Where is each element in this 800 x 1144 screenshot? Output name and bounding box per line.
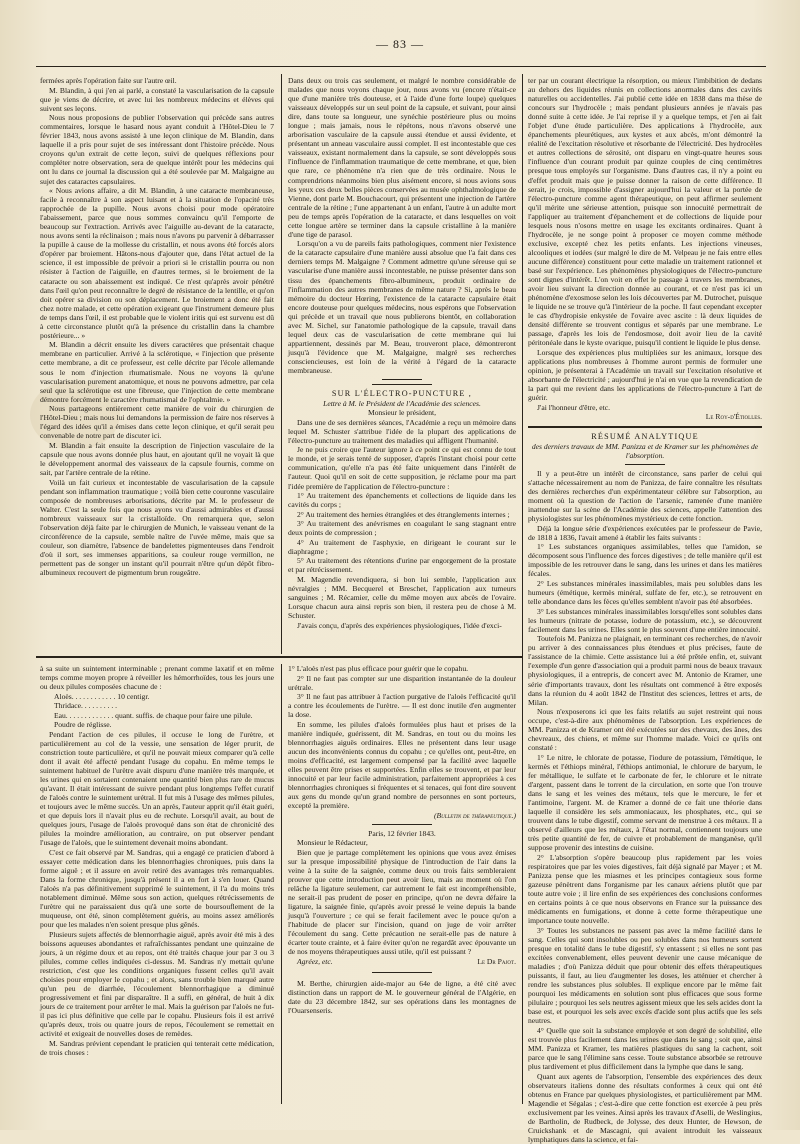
column-1-top — [40, 76, 274, 650]
separator — [382, 379, 422, 380]
list-item: 1° Au traitement des épanchements et collections de liquide dans les cavités du corps ; — [288, 491, 516, 510]
paragraph: Bien que je partage complètement les opinions que vous avez émises sur la presque impossibilité physique de l'introduction de l'air dans la veine à la suite de la saignée, comme deux ou trois faits sembleraient prouver que cette introduction peut avoir lieu, mais au moment où l'on relâche la ligature seulement, car autrement le fait est incompréhensible, ne serait-il pas prudent de poser en principe, qu'on ne devra défaire la ligature, la saignée finie, qu'après avoir pressé le veine depuis la bande jusqu'à l'ouverture ; ce qui se ferait facilement avec le pouce qu'on a l'habitude de placer sur l'incision, quand on juge de voir arrêter l'écoulement du sang. Cette précaution ne serait-elle pas de nature à écarter toute crainte, et à faire éviter qu'on ne regardât avec épouvante un de nos moyens thérapeutiques aussi utile, qu'il est puissant ? — [288, 847, 516, 957]
paragraph: J'ai l'honneur d'être, etc. — [537, 402, 611, 412]
paragraph: Voilà un fait curieux et incontestable de vascularisation de la capsule pendant son inflammation traumatique ; voilà bien cette couronne vasculaire composée de nombreuses arborisations, décrite par M. le professeur de Walter. C'est la seule fois que nous ayons vu d'aussi admirables et d'aussi nombreux vaisseaux sur la cristalloïde. On remarquera que, selon l'observation déjà faite par le chirurgien de Munich, le vaisseau venant de la circonférence de la capsule, semble naître de l'uvée même, mais que sa couleur, son diamètre, l'absence de bandelettes pigmenteuses dans l'endroit d'où il sort, ses immenses apparitions, sa couleur rouge vermillon, ne permettent pas de songer un instant qu'il pourrait n'être qu'un dépôt fibro-albumineux recouvert de pigmentum brun rougeâtre. — [40, 477, 274, 578]
dateline: Paris, 12 février 1843. — [368, 828, 436, 838]
paragraph: J'avais conçu, d'après des expériences physiologiques, l'idée d'exci- — [297, 620, 502, 630]
source-citation: (Bulletin de thérapeutique.) — [433, 810, 516, 820]
salutation: Monsieur le président, — [367, 408, 437, 418]
list-item: 3° Au traitement des anévrismes en coagulant le sang stagnant entre deux points de compression ; — [288, 519, 516, 538]
column-1-bottom — [40, 664, 274, 1104]
paragraph: M. Blandin a décrit ensuite les divers caractères que présentait chaque membrane en particulier. Arrivé à la sclérotique, « l'injection que présente cette membrane, a dit ce professeur, est celle décrite par l'école allemande sous le nom d'injection rhumatismale. Nous ne voyons là qu'une vascularisation purement anatomique, et nous ne pouvons admettre, par cela seul que la sclérotique est une fibreuse, que l'injection de cette membrane démontre forcément le caractère rhumatismal de l'ophtalmie. » — [40, 340, 274, 404]
header-rule — [36, 66, 766, 67]
paragraph: 2° L'absorption s'opère beaucoup plus rapidement par les voies respiratoires que par les voies digestives, fait déjà signalé par Mayer ; et M. Panizza pense que les miasmes et les principes contagieux sous forme gazeuse pénètrent dans l'organisme par les canaux aériens plutôt que par toute autre voie ; il lire enfin de ses expériences des conclusions conformes en certains points à ce que nous observons en France sur la puissance des médicaments en fumigations, et donne à cette forme thérapeutique une importance toute nouvelle. — [528, 852, 762, 926]
paragraph: Nous partageons entièrement cette manière de voir du chirurgien de l'Hôtel-Dieu ; mais nous lui demandons la permission de faire nos réserves à l'égard des idées qu'il a émises dans cette leçon clinique, et qu'il serait peu convenable de notre part de discuter ici. — [40, 404, 274, 441]
paragraph: M. Blandin a fait ensuite la description de l'injection vasculaire de la capsule que nous avons donnée plus haut, en ajoutant qu'il ne voyait là que le développement anormal des vaisseaux de la capsule fournis, comme on sait, par l'artère centrale de la rétine. — [40, 440, 274, 478]
paragraph: Je ne puis croire que l'auteur ignore à ce point ce qui est connu de tout le monde, et je serais tenté de supposer, d'après l'instant choisi pour cette communication, qu'elle n'a pas été faite uniquement dans l'intérêt de l'auteur. Quoi qu'il en soit de cette supposition, je réclame pour ma part l'idée première de l'application de l'électro-puncture : — [288, 445, 516, 491]
paragraph: à sa suite un suintement interminable ; prenant comme laxatif et en même temps comme moyen propre à réveiller les hémorrhoïdes, tous les jours une ou deux pilules composées chacune de : — [40, 664, 274, 692]
recipe-line: Poudre de réglisse. — [54, 720, 112, 730]
section-subtitle: des derniers travaux de MM. Panizza et de Kramer sur les phénomènes de l'absorption. — [531, 441, 759, 460]
section-rule — [36, 656, 522, 658]
article-title: SUR L'ÉLECTRO-PUNCTURE , — [331, 389, 473, 399]
paragraph: « Nous avions affaire, a dit M. Blandin, à une cataracte membraneuse, facile à reconnaître à son aspect luisant et à la situation de l'opacité très rapprochée de la pupille. Nous avons choisi pour mode opératoire l'abaissement, parce que nous sommes convaincu qu'il l'emporte de beaucoup sur l'extraction. Arrivés avec l'aiguille au-devant de la cataracte, nous avons senti la réclinaison ; mais nous n'avons pu parvenir à débarrasser la pupille à cause de la mollesse du cristallin, et nous avons été forcés alors d'opérer par broiement. Hâtons-nous d'ajouter que, dans l'état actuel de la science, il est impossible de prévoir a priori si le cristallin pourra ou non résister à l'action de l'aiguille, en d'autres termes, si le broiement de la cataracte ou son abaissement est indiqué. Ce n'est qu'après avoir pénétré dans l'œil qu'on peut reconnaître le degré de résistance de la lentille, et qu'on doit opérer sa division ou son déplacement. Le broiement a donc été fait chez notre malade, et cette opération exigeant que l'instrument demeure plus de temps dans l'œil, il est probable que le violent iritis qui est survenu est dû à cette circonstance plutôt qu'à la présence du cristallin dans la chambre postérieure... » — [40, 186, 274, 340]
separator — [625, 464, 665, 465]
paragraph: En somme, les pilules d'aloès formulées plus haut et prises de la manière indiquée, guérissent, dit M. Sandras, en tout ou du moins les blennorrhagies aiguës ordinaires. Elles ne présentent dans leur usage aucun des inconvénients connus du copahu ; ce qu'elles ont, peut-être, en moins d'efficacité, est largement compensé par la facilité avec laquelle elles peuvent être prises et supportées. Enfin elles se trouvent, et par leur innocuité et par leur facile administration, parfaitement appropriées à ces blennorrhagies chroniques si fréquentes et si tenaces, qui font dire souvent aux gens du monde qu'un grand nombre de personnes en sont porteurs, excepté la première. — [288, 719, 516, 811]
column-2-top — [288, 76, 516, 650]
paragraph: Quant aux agents de l'absorption, l'ensemble des expériences des deux observateurs italiens donne des résultats conformes à ceux qui ont été obtenus en France par quelques physiologistes, et particulièrement par MM. Magendie et Ségalas ; c'est-à-dire que cette fonction est exercée à peu près exclusivement par les veines. Ainsi après les travaux d'Aselli, de Weslingius, de Bartholin, de Rudbeck, de Jolysse, des deux Hunter, de Hewson, de Cruickshank et de Mascagni, qui avaient introduit les vaisseaux lymphatiques dans la science, et fai- — [528, 1071, 762, 1144]
article-subtitle: Lettre à M. le Président de l'Académie des sciences. — [323, 398, 481, 408]
separator — [372, 384, 432, 385]
list-item: 3° Il ne faut pas attribuer à l'action purgative de l'aloès l'efficacité qu'il a contre les écoulements de l'urètre. — Il est donc inutile d'en augmenter la dose. — [288, 692, 516, 720]
separator — [528, 426, 762, 428]
page-number: — 83 — — [376, 37, 424, 51]
column-3 — [528, 76, 762, 1144]
paragraph: Lorsqu'on a vu de pareils faits pathologiques, comment nier l'existence de la cataracte capsulaire d'une manière aussi absolue que l'a fait dans ces derniers temps M. Malgaigne ? Comment admettre qu'une séreuse qui se vascularise d'une manière aussi incontestable, ne puisse présenter dans son tissu des épanchements fibro-albumineux, produit ordinaire de l'inflammation des autres membranes de même nature ? Si, après le beau mémoire du docteur Hœring, l'existence de la cataracte capsulaire était encore douteuse pour quelques médecins, nous espérons que l'observation qui précède et un travail que nous publierons bientôt, en collaboration avec M. Sichel, sur l'anatomie pathologique de la capsule, travail dans lequel deux cas de vascularisation de cette membrane qui lui appartiennent, dessinés par M. Beau, trouveront place, démontreront jusqu'à l'évidence que M. Malgaigne, malgré ses recherches consciencieuses, est loin de la vérité à l'égard de la cataracte membraneuse. — [288, 239, 516, 375]
paragraph: Toutefois M. Panizza ne plaignait, en terminant ces recherches, de n'avoir pu arriver à des connaissances plus étendues et plus précises, faute de l'assistance de la chimie. Cette assistance lui a été prêtée enfin, et, suivant l'exemple d'un genre d'association qui a produit parmi nous de beaux travaux physiologiques, il a entrepris, de concert avec M. Antonio de Kramer, une série d'importants travaux, dont les résultats ont commencé à être exposés dans la réunion du 4 août 1842 de l'Institut des sciences, lettres et arts, de Milan. — [528, 634, 762, 707]
paragraph: 3° Les substances minérales inassimilables lorsqu'elles sont solubles dans les humeurs (nitrate de potasse, iodure de potassium, etc.), se découvrent facilement dans les urines. Elles sont le plus souvent d'une entière innocuité. — [528, 606, 762, 634]
paragraph: 2° Les substances minérales inassimilables, mais peu solubles dans les humeurs (émétique, kermès minéral, sulfate de fer, etc.), se retrouvent en telle abondance dans les fèces qu'elles semblent n'avoir pas été absorbées. — [528, 578, 762, 607]
list-item: 4° Au traitement de l'asphyxie, en dirigeant le courant sur le diaphragme ; — [288, 537, 516, 556]
paragraph: Pendant l'action de ces pilules, il occuse le long de l'urètre, et particulièrement au col de la vessie, une sensation de léger prurit, de constriction toute particulière, et qu'il ne pouvait mieux comparer qu'à celle dont il avait été affecté pendant l'usage du copahu. En même temps le suintement habituel de l'urètre avait dispuru d'une manière très marquée, et les urines qui en sortaient contenaient une quantité bien plus rare de mucus qu'avant. Il était intéressant de suivre pendant plus longtemps l'effet curatif de l'aloès contre le suintement urétral. Il fut mis à l'usage des mêmes pilules, et toujours avec le même succès. Un an après, l'auteur apprit qu'il était guéri, et que depuis lors il n'avait plus eu de rechute. Lorsqu'il avait, au bout de quelques jours, l'usage de l'aloès provoqué dans son état de chronicité des pilules la moindre amélioration, au contraire, on put observer pendant l'usage de l'aloès, que le suintement devenait moins abondant. — [40, 729, 274, 848]
paragraph: C'est ce fait observé par M. Sandras, qui a engagé ce praticien d'abord à essayer cette médication dans les blennorrhagies chroniques, puis dans la forme aiguë ; et il assure en avoir retiré des avantages très remarquables. Dans la forme chronique, jusqu'à présent il a en fort à s'en louer. Quand l'aloès n'a pas définitivement supprimé le suintement, il l'a du moins très notablement diminué. Même sous son action, quelques rétrécissements de l'urètre qui ne paraissaient dus qu'à une sorte de boursouflement de la muqueuse, ont été, sinon complètement guéris, au moins assez améliorés pour que les malades n'en soient presque plus gênés. — [40, 847, 274, 930]
salutation: Monsieur le Rédacteur, — [297, 838, 368, 848]
column-divider — [281, 664, 282, 1104]
column-2-bottom — [288, 664, 516, 1104]
list-item: 2° Il ne faut pas compter sur une disparition instantanée de la douleur urétrale. — [288, 673, 516, 692]
column-divider — [522, 654, 523, 1104]
paragraph: 1° Les substances organiques assimilables, telles que l'amidon, se décomposent sous l'influence des forces digestives ; de telle manière qu'il est impossible de les retrouver dans le sang, dans les urines et dans les matières fécales. — [528, 542, 762, 579]
column-divider — [522, 74, 523, 654]
recipe-line: Eau. . . . . . . . . . . . . quant. suffis. de chaque pour faire une pilule. — [54, 710, 253, 720]
paragraph: Lorsque des expériences plus multipliées sur les animaux, lorsque des applications plus nombreuses à l'homme auront permis de formuler une opinion, je présenterai à l'Académie un travail sur l'excitation résolutive et absorbante de l'électricité ; aujourd'hui je n'ai en vue que la revendication de la part qui me revient dans les applications de l'électro-puncture à l'art de guérir. — [528, 347, 762, 403]
recipe-line: Thridace. . . . . . . . . . — [54, 701, 118, 711]
paragraph: fermées après l'opération faite sur l'autre œil. — [40, 76, 177, 85]
list-item: 2° Au traitement des hernies étranglées et des étranglements internes ; — [297, 509, 510, 519]
list-item: 5° Au traitement des rétentions d'urine par engorgement de la prostate et par rétrécissement. — [288, 556, 516, 575]
paragraph: Il y a peut-être un intérêt de circonstance, sans parler de celui qui s'attache nécessairement au nom de Panizza, de faire connaître les résultats des dernières recherches d'un expérimentateur célèbre sur l'absorption, au moment où la question de l'action de l'arsenic, ramenée d'une manière inattendue sur la scène de l'Académie des sciences, appelle l'attention des physiologistes sur les phénomènes mystérieux de cette fonction. — [528, 468, 762, 524]
list-item: 1° L'aloès n'est pas plus efficace pour guérir que le copahu. — [288, 664, 469, 673]
paragraph: 1° Le nitre, le chlorate de potasse, l'iodure de potassium, l'émétique, le kermès et l'éthiops minéral, l'éthiops antimonial, le chlorure de baryum, le fer métallique, le sulfate et le carbonate de fer, le chlorure et le nitrate d'argent, passent dans le torrent de la circulation, en sorte que l'on trouve dans le sang et les veines des métaux, tels que le mercure, le fer et l'antimoine, l'argent. M. de Kramer a donné de ce fait une théorie dans laquelle il considère les sels ammoniacaux, les phosphates, etc., qui se trouvent dans le tube digestif, comme servant de menstrue à ces métaux. Il a observé d'ailleurs que les métaux, à l'état normal, contiennent toujours une très petite quantité de fer, de cuivre et probablement de manganèse, qu'il suppose provenir des intestins de cuisine. — [528, 752, 762, 853]
paragraph: Plusieurs sujets affectés de blennorrhagie aiguë, après avoir été mis à des boissons aqueuses abondantes et rafraîchissantes pendant une quinzaine de jours, à un régime doux et au repos, ont été traités chaque jour par 3 ou 3 pilules, comme celles indiquées ci-dessus. M. Sandras n'y mettait qu'une restriction, c'est que les conditions organiques fussent celles qu'il avait choisies pour employer le copahu ; et alors, sans trouble bien marqué autre qu'un peu de diarrhée, l'écoulement blennorrhagique a diminué progressivement et fini par disparaître. Il a suffi, en général, de huit à dix jours de ce traitement pour arrêter le mal. Mais la guérison par l'aloès ne fut-il pas ici plus définitive que celle par le copahu. Plusieurs fois il est arrivé qu'après deux, trois ou quatre jours de repos, l'écoulement se remettait en activité et exigeait de nouvelles doses de remèdes. — [40, 929, 274, 1039]
paragraph: Déjà la longue série d'expériences exécutées par le professeur de Pavie, de 1818 à 1836, l'avait amené à établir les faits suivants : — [528, 523, 762, 542]
signature: Le Roy-d'Étiolles. — [705, 412, 762, 422]
paragraph: M. Berthe, chirurgien aide-major au 64e de ligne, a été cité avec distinction dans un rapport de M. le gouverneur général de l'Algérie, en date du 23 décembre 1842, sur ses opérations dans les montagnes de l'Ouarsenseris. — [288, 979, 516, 1016]
closing: Agréez, etc. — [297, 956, 333, 966]
recipe-line: Aloès. . . . . . . . . . . . 10 centigr. — [54, 691, 150, 701]
paragraph: ter par un courant électrique la résorption, ou mieux l'imbibition de dedans au dehors des liquides réunis en collections anormales dans des cavités naturelles ou accidentelles. J'ai publié cette idée en 1838 dans ma thèse de concours sur l'hydrocèle ; mais pendant plusieurs années je n'avais pas donné suite à cette idée. Je l'ai reprise il y a quelque temps, et j'en ai fait l'objet d'une étude particulière. Des applications à l'hydrocèle, aux épanchements pleurétiques, aux kystes et aux abcès, m'ont démontré la réalité de l'excitation résolutive et résorbante de l'électricité. Des hydrocèles et autres collections de sérosité, ont disparu en vingt-quatre heures sous l'influence d'un courant produit par quinze couples de cinq centimètres presque tous employés sur l'organisme. Dans d'autres cas, il n'y a point eu d'effet produit mais que je puisse donner la raison de cette différence. Il serait, je crois, impossible d'assigner aujourd'hui la valeur et la portée de l'électro-puncture comme agent thérapeutique, on peut affirmer seulement qu'il mérite une sérieuse attention, puisque son innocuité permettrait de l'appliquer au traitement d'épanchement et de collections de liquide pour lesquels nous n'osons mettre en usage les excitants ordinaires. Quant à l'hydrocèle, je ne songe point à proposer ce moyen comme méthode exclusive, excepté chez les petits enfants. Les injections vineuses, alcooliques et iodées (sur malgré le dire de M. Velpeau je ne fais entre elles aucune différence) constituent pour cette maladie un traitement rationnel et basé sur l'expérience. Les phénomènes physiologiques de l'électro-puncture sont dignes d'intérêt. L'on voit en effet le passage à travers les membranes, avoir lieu suivant la direction donnée au courant, et ce n'est pas ici un phénomène d'exosmose selon les lois découvertes par M. Dutrochet, puisque le liquide ne se trouve qu'à l'intérieur de la poche. Il faut cependant excepter le cas d'hydropisie enkystée de l'ovaire avec ascite : là deux liquides de densité différente se trouvent contigus et séparés par une membrane. Le passage, d'après les lois de l'endosmose, doit avoir lieu de la cavité péritonéale dans le kyste ovarique, puisqu'il contient le liquide le plus dense. — [528, 76, 762, 348]
paragraph: Nous nous proposions de publier l'observation qui précède sans autres commentaires, lorsque le hasard nous ayant conduit à l'Hôtel-Dieu le 7 février 1843, nous avons assisté à une leçon clinique de M. Blandin, dans laquelle il a pris pour sujet de ses intéressant dont l'histoire précède. Nous croyons qu'un extrait de cette leçon, suivi de quelques réflexions pour compléter notre observation, sera de quelque intérêt pour les médecins qui ont lu dans ce journal la discussion qui a été soulevée par M. Malgaigne au sujet des cataractes capsulaires. — [40, 113, 274, 186]
column-divider — [281, 74, 282, 654]
section-title: RÉSUMÉ ANALYTIQUE — [591, 432, 699, 442]
separator — [372, 972, 432, 973]
paragraph: 4° Quelle que soit la substance employée et son degré de solubilité, elle est trouvée plus facilement dans les urines que dans le sang ; soit que, ainsi MM. Panizza et Kramer, les matières plastiques du sang la cachent, soit parce que le sang l'élimine sans cesse. Toute substance absorbée se retrouve plus tardivement et plus difficilement dans la lymphe que dans le sang. — [528, 1025, 762, 1071]
paragraph: Dans une de ses dernières séances, l'Académie a reçu un mémoire dans lequel M. Schuster s'attribue l'idée de la plupart des applications de l'électro-puncture au traitement des maladies qui affligent l'humanité. — [288, 417, 516, 445]
paragraph: Nous n'exposerons ici que les faits relatifs au sujet restreint qui nous occupe, c'est-à-dire aux phénomènes de l'absorption. Les expériences de MM. Panizza et de Kramer ont été exécutées sur des chevaux, des ânes, des chevreaux, des chiens, et même sur l'homme malade. Voici ce qu'ils ont constaté : — [528, 707, 762, 753]
closing-line — [288, 957, 516, 966]
paragraph: Dans deux ou trois cas seulement, et malgré le nombre considérable de malades que nous voyons chaque jour, nous avons vu (encore n'était-ce que d'une manière très douteuse, et à l'aide d'une forte loupe) quelques vaisseaux développés sur un seul point de la capsule, et suivant, pour ainsi dire, dans toute sa longueur, une synéchie postérieure plus ou moins longue ; mais jamais, nous le répétons, nous n'avons observé une arborisation vasculaire de la capsule aussi étendue et aussi évidente, et présentant un anneau vasculaire aussi complet. Il est incontestable que ces vaisseaux, existant normalement dans la capsule, se sont développés sous l'influence de l'inflammation traumatique de cette membrane, et que, bien que rare, ce phénomène n'a rien que de très ordinaire. Nous le comprendrions néanmoins bien plus aisément encore, si nous avions sous les yeux ces deux belles pièces conservées au musée ophthalmologique de Vienne, dont parle M. Bouchacourt, qui présentent une injection de l'artère centrale de la rétine ; l'une appartenant à un enfant, l'autre à un adulte mort peu de temps après l'opération de la cataracte, et dans lesquelles on voit cette longue artère se terminer dans la capsule cristalline à la manière d'une tige de parasol. — [288, 76, 516, 239]
signature: Le Dr Pajot. — [477, 956, 516, 966]
separator — [372, 824, 432, 825]
paragraph: 3° Toutes les substances ne passent pas avec la même facilité dans le sang. Celles qui sont insolubles ou peu solubles dans nos humeurs sortent presque en totalité dans le tube digestif, s'y entassent ; si elles ne sont pas excitées convenablement, elles peuvent devenir une cause mécanique de maladies ; d'où Panizza déduit que pour obtenir des effets thérapeutiques puissants, il faut, au lieu d'augmenter les doses, les atténuer et chercher à rendre les substances plus solubles. Il explique encore par le même fait pourquoi les médicaments en solution sont plus efficaces que sous forme pilulaire ; pourquoi les sels neutres agissent mieux que les sels acides dont la base est, et pourquoi les sels avec excès d'acide sont plus actifs que les sels neutres. — [528, 925, 762, 1026]
paragraph: M. Magendie revendiquera, si bon lui semble, l'application aux névralgies ; MM. Becquerel et Breschet, l'application aux tumeurs sanguines ; M. Récamier, celle du même moyen aux abcès de l'ovaire. Lorsque chacun aura ainsi repris son bien, il restera peu de chose à M. Schuster. — [288, 574, 516, 621]
paragraph: M. Blandin, à qui j'en ai parlé, a constaté la vascularisation de la capsule que je viens de décrire, et avec lui les nombreux médecins et élèves qui suivent ses leçons. — [40, 85, 274, 113]
paragraph: M. Sandras prévient cependant le praticien qui tenterait cette médication, de trois choses : — [40, 1038, 274, 1057]
